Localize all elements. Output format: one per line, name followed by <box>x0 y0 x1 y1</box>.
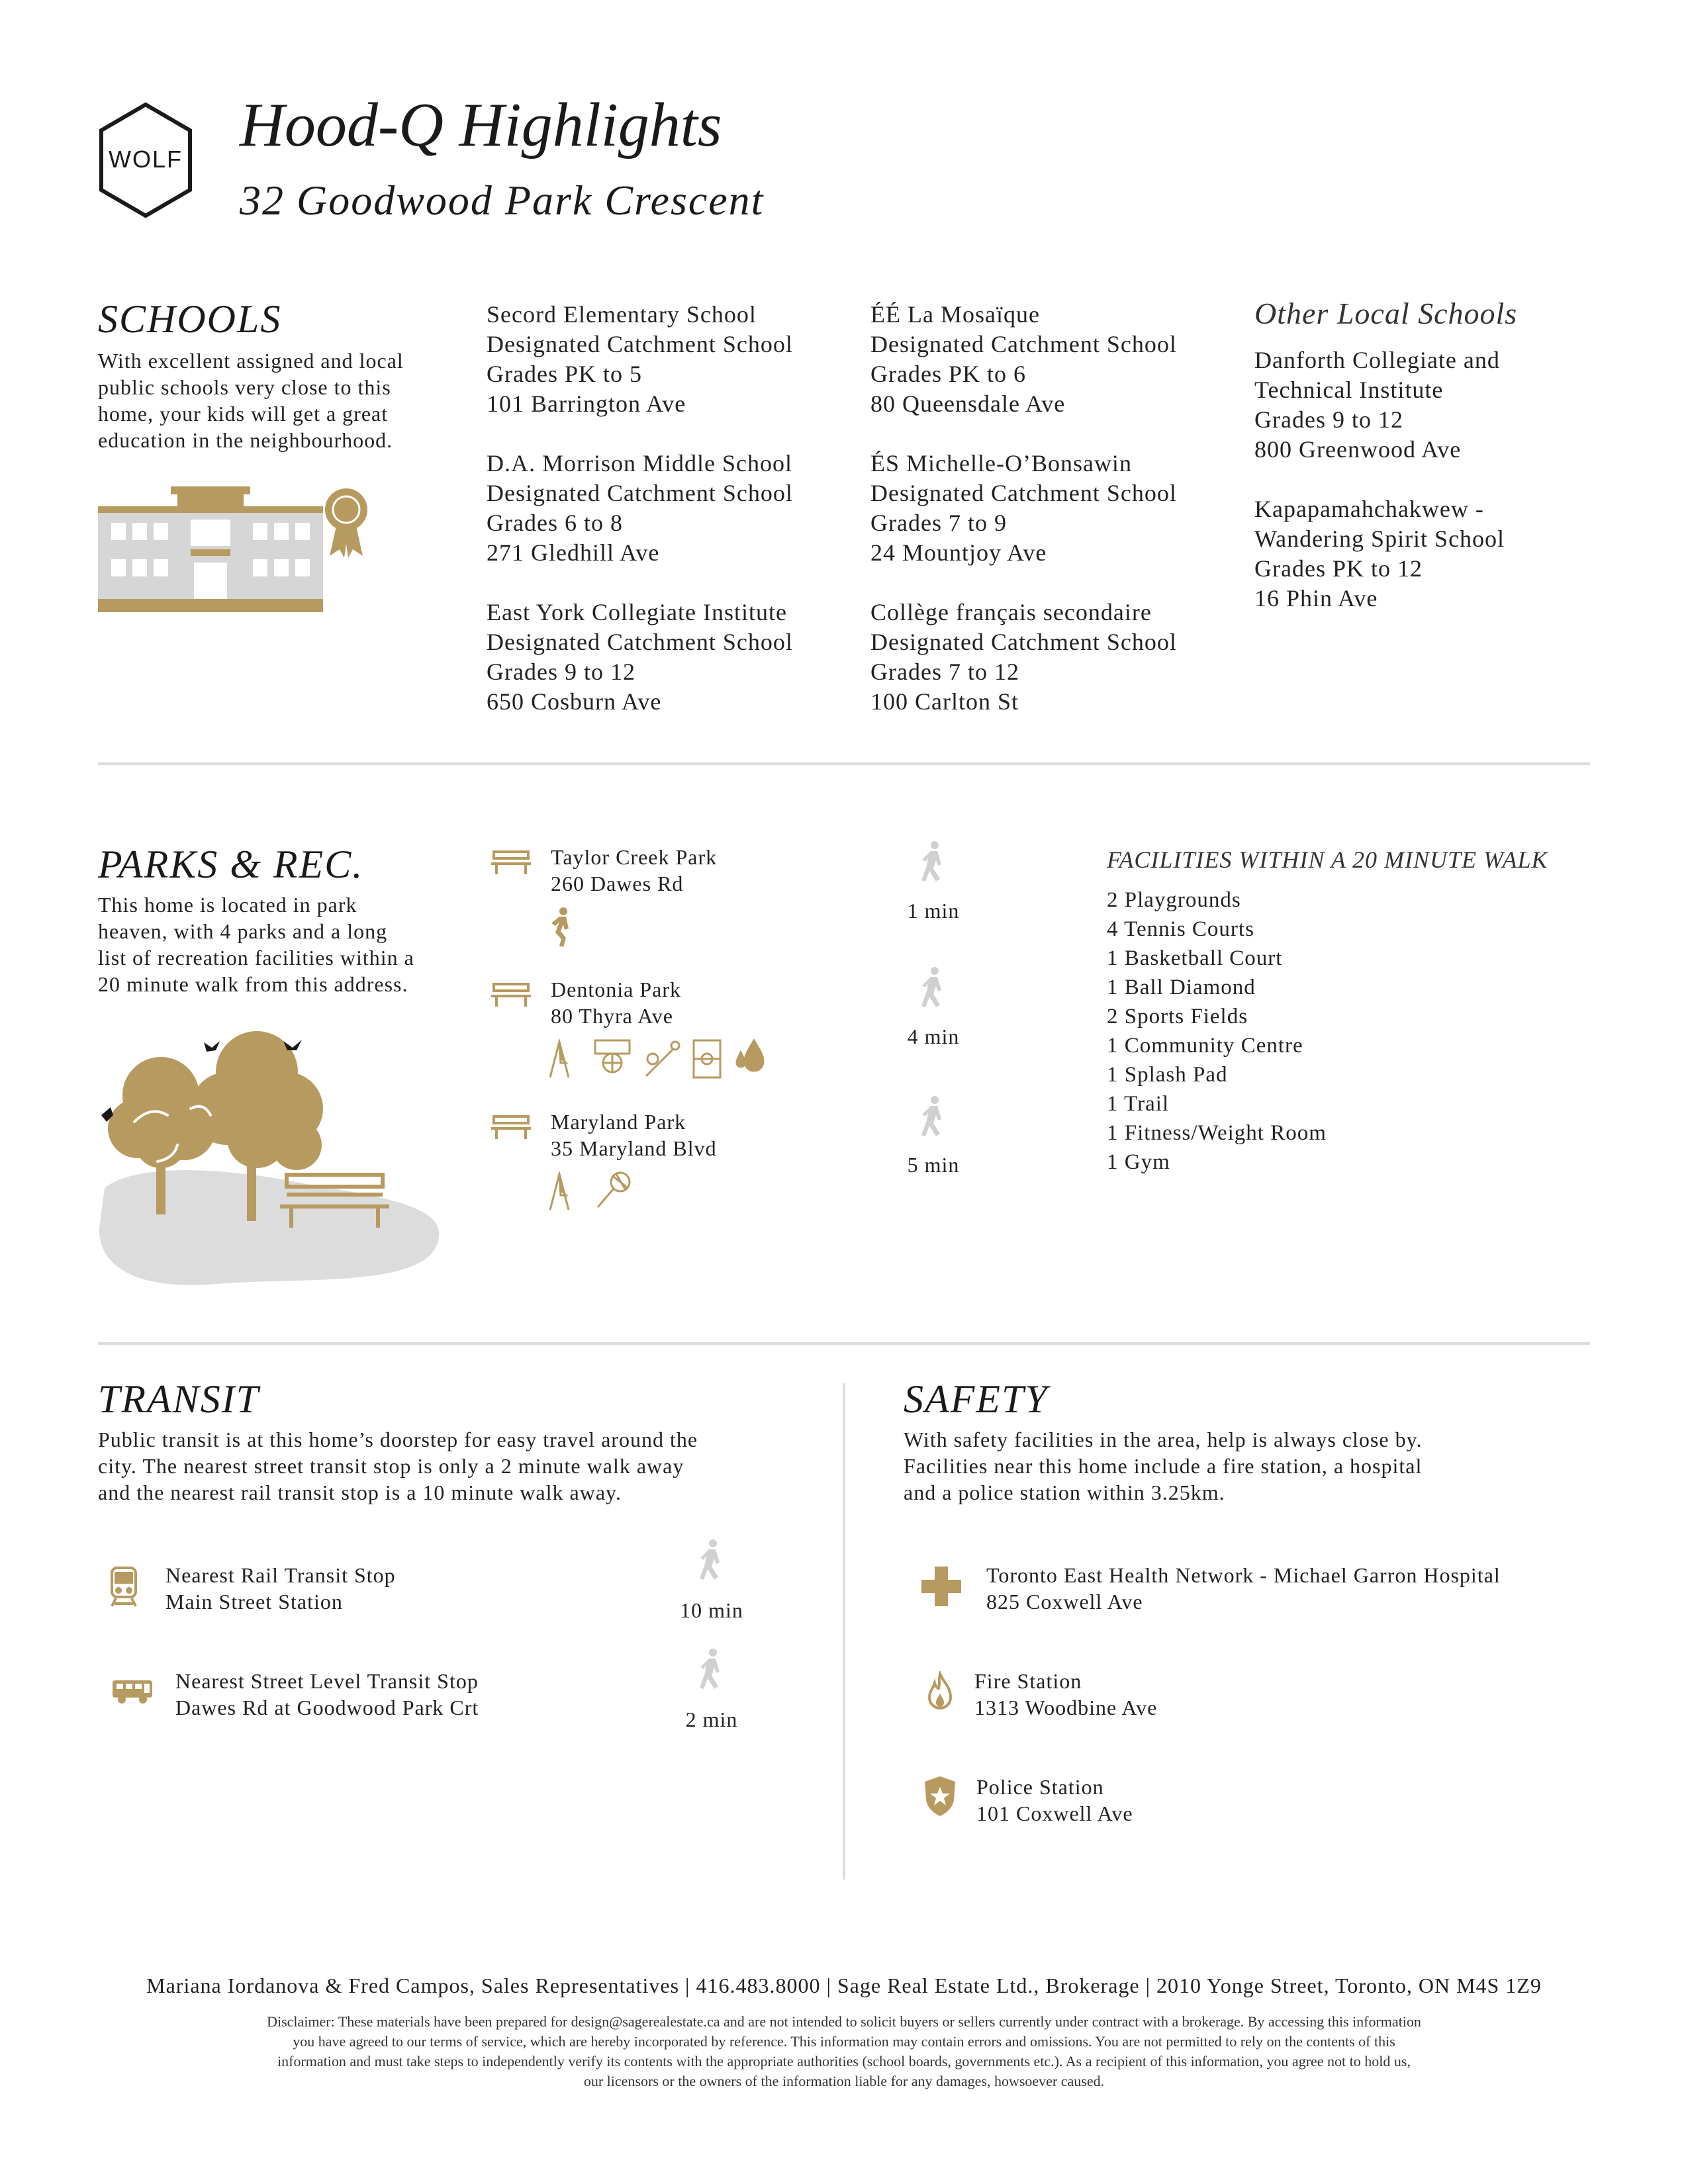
facilities-list <box>1107 886 1327 1177</box>
safety-intro-line: With safety facilities in the area, help is always close by. <box>904 1428 1423 1451</box>
facility-item: 2 Sports Fields <box>1107 1005 1248 1028</box>
police-badge-icon <box>923 1775 957 1817</box>
walking-person-icon <box>920 841 947 887</box>
school-building-icon <box>98 480 376 612</box>
divider <box>98 762 1590 765</box>
school-type: Designated Catchment School <box>487 480 793 506</box>
facility-item: 1 Splash Pad <box>1107 1063 1228 1087</box>
footer-contact: Mariana Iordanova & Fred Campos, Sales Representatives | 416.483.8000 | Sage Real Estate Ltd., Brokerage | 2010 Yonge Street, Toronto, ON M4S 1Z9 <box>146 1974 1542 1997</box>
walking-person-icon <box>698 1539 725 1585</box>
walk-time: 4 min <box>907 1024 960 1048</box>
transit-stop-name: Main Street Station <box>165 1590 343 1614</box>
parks-intro <box>98 891 414 997</box>
school-name: Collège français secondaire <box>870 599 1152 625</box>
transit-stop-rail <box>165 1562 396 1615</box>
park-illustration <box>98 1029 449 1294</box>
transit-intro-line: city. The nearest street transit stop is only a 2 minute walk away <box>98 1454 684 1478</box>
park-entry <box>551 976 681 1029</box>
safety-item-address: 825 Coxwell Ave <box>986 1590 1143 1614</box>
basketball-icon <box>595 1040 630 1072</box>
school-address: 650 Cosburn Ave <box>487 688 662 715</box>
transit-stop-name: Dawes Rd at Goodwood Park Crt <box>175 1696 479 1719</box>
parks-heading: PARKS & REC. <box>98 842 364 886</box>
parks-intro-line: heaven, with 4 parks and a long <box>98 919 388 943</box>
school-address: 100 Carlton St <box>870 688 1019 715</box>
park-list <box>491 844 902 1241</box>
facility-item: 1 Basketball Court <box>1107 946 1283 970</box>
transit-stop-label: Nearest Rail Transit Stop <box>165 1563 396 1587</box>
school-entry <box>870 300 1177 419</box>
safety-heading: SAFETY <box>904 1377 1049 1421</box>
playground-icon <box>550 1042 569 1077</box>
walking-person-icon <box>920 1095 947 1142</box>
ball-diamond-icon <box>646 1042 679 1076</box>
park-bench-icon <box>491 981 531 1008</box>
school-name: ÉÉ La Mosaïque <box>870 301 1040 328</box>
safety-item-name: Fire Station <box>974 1669 1082 1693</box>
footer-disclaimer <box>0 2012 1688 2091</box>
school-name: D.A. Morrison Middle School <box>487 450 792 477</box>
school-entry <box>870 449 1177 568</box>
safety-item-address: 1313 Woodbine Ave <box>974 1696 1158 1719</box>
school-address: 80 Queensdale Ave <box>870 390 1066 417</box>
park-entry <box>551 844 717 897</box>
schools-intro-line: education in the neighbourhood. <box>98 428 393 452</box>
transit-intro-line: and the nearest rail transit stop is a 10 minute walk away. <box>98 1480 622 1504</box>
safety-item-name: Toronto East Health Network - Michael Garron Hospital <box>986 1563 1501 1587</box>
page-title: Hood-Q Highlights <box>240 91 722 159</box>
park-name: Dentonia Park <box>551 978 681 1001</box>
parks-intro-line: 20 minute walk from this address. <box>98 972 408 996</box>
playground-icon <box>550 1174 569 1210</box>
schools-intro-line: With excellent assigned and local <box>98 349 404 373</box>
park-name: Taylor Creek Park <box>551 845 718 869</box>
logo <box>96 101 195 220</box>
park-address: 80 Thyra Ave <box>551 1004 673 1028</box>
safety-item-name: Police Station <box>976 1775 1104 1799</box>
facility-item: 2 Playgrounds <box>1107 888 1241 912</box>
disclaimer-line: our licensors or the owners of the information liable for any damages, howsoever caused. <box>583 2073 1105 2089</box>
school-entry <box>870 598 1177 717</box>
school-entry <box>1254 345 1505 465</box>
walking-person-icon <box>920 966 947 1013</box>
school-address: 271 Gledhill Ave <box>487 539 660 566</box>
school-address: 800 Greenwood Ave <box>1254 436 1462 463</box>
transit-stop-street <box>175 1668 479 1721</box>
school-address: 24 Mountjoy Ave <box>870 539 1047 566</box>
walk-time: 10 min <box>680 1598 743 1622</box>
park-facility-icons <box>547 1171 653 1211</box>
school-address: 16 Phin Ave <box>1254 585 1378 612</box>
school-grades: Grades PK to 6 <box>870 361 1026 387</box>
transit-intro <box>98 1426 698 1506</box>
school-grades: Grades 6 to 8 <box>487 510 623 536</box>
hospital-cross-icon <box>920 1565 962 1608</box>
school-entry <box>487 598 793 717</box>
parks-intro-line: This home is located in park <box>98 893 357 917</box>
other-schools-heading: Other Local Schools <box>1254 296 1518 330</box>
school-address: 101 Barrington Ave <box>487 390 686 417</box>
safety-intro-line: Facilities near this home include a fire station, a hospital <box>904 1454 1423 1478</box>
school-type: Designated Catchment School <box>870 331 1177 357</box>
school-entry <box>487 449 793 568</box>
park-entry <box>551 1109 717 1161</box>
bus-icon <box>111 1678 154 1704</box>
transit-intro-line: Public transit is at this home’s doorstep for easy travel around the <box>98 1428 698 1451</box>
facilities-heading: FACILITIES WITHIN A 20 MINUTE WALK <box>1107 846 1548 873</box>
school-grades: Grades PK to 5 <box>487 361 642 387</box>
school-grades: Grades 9 to 12 <box>487 659 635 685</box>
school-type: Designated Catchment School <box>487 629 793 655</box>
transit-stop-label: Nearest Street Level Transit Stop <box>175 1669 479 1693</box>
school-grades: Grades 7 to 9 <box>870 510 1007 536</box>
facility-item: 1 Fitness/Weight Room <box>1107 1121 1327 1145</box>
school-name: Secord Elementary School <box>487 301 757 328</box>
disclaimer-line: you have agreed to our terms of service, which are hereby incorporated by reference. This information may contain errors and omissions. You are not permitted to rely on the contents of this <box>293 2033 1395 2050</box>
logo-text: WOLF <box>109 146 183 173</box>
walk-time: 2 min <box>685 1707 738 1731</box>
school-building-illustration <box>98 480 376 612</box>
walk-time: 1 min <box>907 899 960 923</box>
school-name: Wandering Spirit School <box>1254 525 1505 552</box>
tennis-icon <box>598 1173 630 1207</box>
other-schools-list <box>1254 345 1505 614</box>
safety-police-station <box>976 1774 1133 1827</box>
park-address: 35 Maryland Blvd <box>551 1136 717 1160</box>
school-entry <box>1254 494 1505 614</box>
schools-heading: SCHOOLS <box>98 297 282 341</box>
transit-heading: TRANSIT <box>98 1377 260 1421</box>
facility-item: 1 Trail <box>1107 1092 1170 1116</box>
walking-person-icon <box>698 1648 725 1694</box>
park-bench-icon <box>491 849 531 876</box>
train-icon <box>109 1565 138 1608</box>
school-name: East York Collegiate Institute <box>487 599 787 625</box>
school-type: Designated Catchment School <box>870 480 1177 506</box>
safety-item-address: 101 Coxwell Ave <box>976 1801 1133 1825</box>
splash-pad-icon <box>737 1040 763 1071</box>
sports-field-icon <box>694 1040 720 1077</box>
disclaimer-line: information and must take steps to independently verify its contents with the appropriate authorities (school boards, governments etc.). As a recipient of this information, you agree not to hold us, <box>277 2053 1411 2070</box>
vertical-divider <box>843 1383 845 1880</box>
facility-item: 1 Ball Diamond <box>1107 976 1256 999</box>
walk-time: 5 min <box>907 1153 960 1177</box>
school-type: Designated Catchment School <box>870 629 1177 655</box>
facility-item: 1 Community Centre <box>1107 1034 1303 1058</box>
park-trees-bench-icon <box>98 1029 449 1294</box>
safety-intro <box>904 1426 1423 1506</box>
school-entry <box>487 300 793 419</box>
walk-times <box>867 841 1000 1185</box>
schools-intro <box>98 347 404 453</box>
school-grades: Grades 9 to 12 <box>1254 406 1403 433</box>
safety-hospital <box>986 1562 1501 1615</box>
school-type: Designated Catchment School <box>487 331 793 357</box>
school-column-1 <box>487 300 793 717</box>
safety-intro-line: and a police station within 3.25km. <box>904 1480 1225 1504</box>
trail-icon <box>547 907 574 947</box>
school-name: ÉS Michelle-O’Bonsawin <box>870 450 1132 477</box>
schools-intro-line: home, your kids will get a great <box>98 402 389 426</box>
school-grades: Grades 7 to 12 <box>870 659 1019 685</box>
park-name: Maryland Park <box>551 1110 686 1134</box>
park-bench-icon <box>491 1114 531 1140</box>
school-column-2 <box>870 300 1177 717</box>
school-name: Technical Institute <box>1254 377 1444 403</box>
school-grades: Grades PK to 12 <box>1254 555 1423 582</box>
schools-intro-line: public schools very close to this <box>98 375 391 399</box>
school-name: Kapapamahchakwew - <box>1254 496 1484 522</box>
property-address: 32 Goodwood Park Crescent <box>240 177 765 224</box>
disclaimer-line: Disclaimer: These materials have been prepared for design@sagerealestate.ca and are not intended to solicit buyers or sellers currently under contract with a brokerage. By accessing this information <box>267 2013 1421 2030</box>
divider <box>98 1342 1590 1345</box>
parks-intro-line: list of recreation facilities within a <box>98 946 414 970</box>
facility-item: 1 Gym <box>1107 1150 1170 1174</box>
park-facility-icons <box>547 1039 773 1079</box>
park-address: 260 Dawes Rd <box>551 872 684 895</box>
school-name: Danforth Collegiate and <box>1254 347 1500 373</box>
facility-item: 4 Tennis Courts <box>1107 917 1254 941</box>
fire-icon <box>927 1671 953 1713</box>
safety-fire-station <box>974 1668 1157 1721</box>
